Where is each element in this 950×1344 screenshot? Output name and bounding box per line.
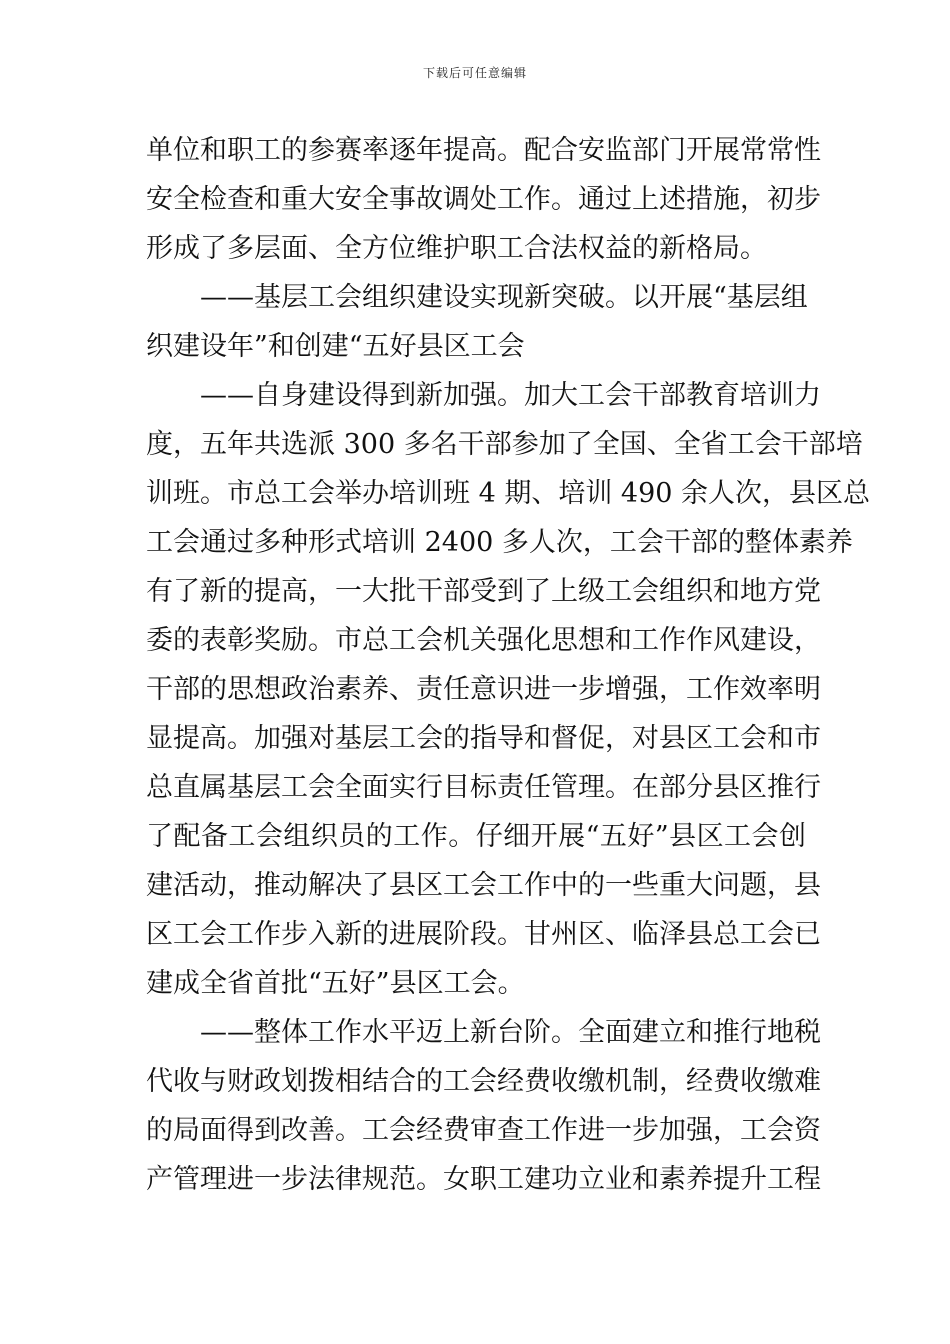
text-line: 工会通过多种形式培训 2400 多人次，工会干部的整体素养	[146, 527, 853, 558]
text-line: 度，五年共选派 300 多名干部参加了全国、全省工会干部培	[146, 429, 863, 460]
text-line: ——整体工作水平迈上新台阶。全面建立和推行地税	[200, 1017, 821, 1048]
text-line: 的局面得到改善。工会经费审查工作进一步加强，工会资	[146, 1115, 821, 1146]
text-line: 安全检查和重大安全事故调处工作。通过上述措施，初步	[146, 184, 821, 215]
text-line: 了配备工会组织员的工作。仔细开展“五好”县区工会创	[146, 821, 806, 852]
page-header: 下载后可任意编辑	[422, 66, 527, 80]
paragraph-rights-protection	[146, 126, 821, 273]
text-line: 建成全省首批“五好”县区工会。	[146, 968, 525, 999]
text-line: 建活动，推动解决了县区工会工作中的一些重大问题，县	[146, 870, 821, 901]
text-line: 单位和职工的参赛率逐年提高。配合安监部门开展常常性	[146, 135, 821, 166]
text-line: 委的表彰奖励。市总工会机关强化思想和工作作风建设，	[146, 625, 821, 656]
text-line: 显提高。加强对基层工会的指导和督促，对县区工会和市	[146, 723, 821, 754]
text-line: 形成了多层面、全方位维护职工合法权益的新格局。	[146, 233, 767, 264]
text-line: 产管理进一步法律规范。女职工建功立业和素养提升工程	[146, 1164, 821, 1195]
text-line: ——基层工会组织建设实现新突破。以开展“基层组	[200, 282, 808, 313]
text-line: 织建设年”和创建“五好县区工会	[146, 331, 525, 362]
text-line: ——自身建设得到新加强。加大工会干部教育培训力	[200, 380, 821, 411]
text-line: 代收与财政划拨相结合的工会经费收缴机制，经费收缴难	[146, 1066, 821, 1097]
paragraph-self-building	[146, 371, 871, 1008]
paragraph-overall-work	[146, 1008, 821, 1204]
document-body	[146, 126, 871, 1204]
text-line: 训班。市总工会举办培训班 4 期、培训 490 余人次，县区总	[146, 478, 871, 509]
text-line: 有了新的提高，一大批干部受到了上级工会组织和地方党	[146, 576, 821, 607]
text-line: 区工会工作步入新的进展阶段。甘州区、临泽县总工会已	[146, 919, 821, 950]
text-line: 总直属基层工会全面实行目标责任管理。在部分县区推行	[146, 772, 821, 803]
text-line: 干部的思想政治素养、责任意识进一步增强，工作效率明	[146, 674, 821, 705]
paragraph-grassroots-organization	[146, 273, 806, 371]
